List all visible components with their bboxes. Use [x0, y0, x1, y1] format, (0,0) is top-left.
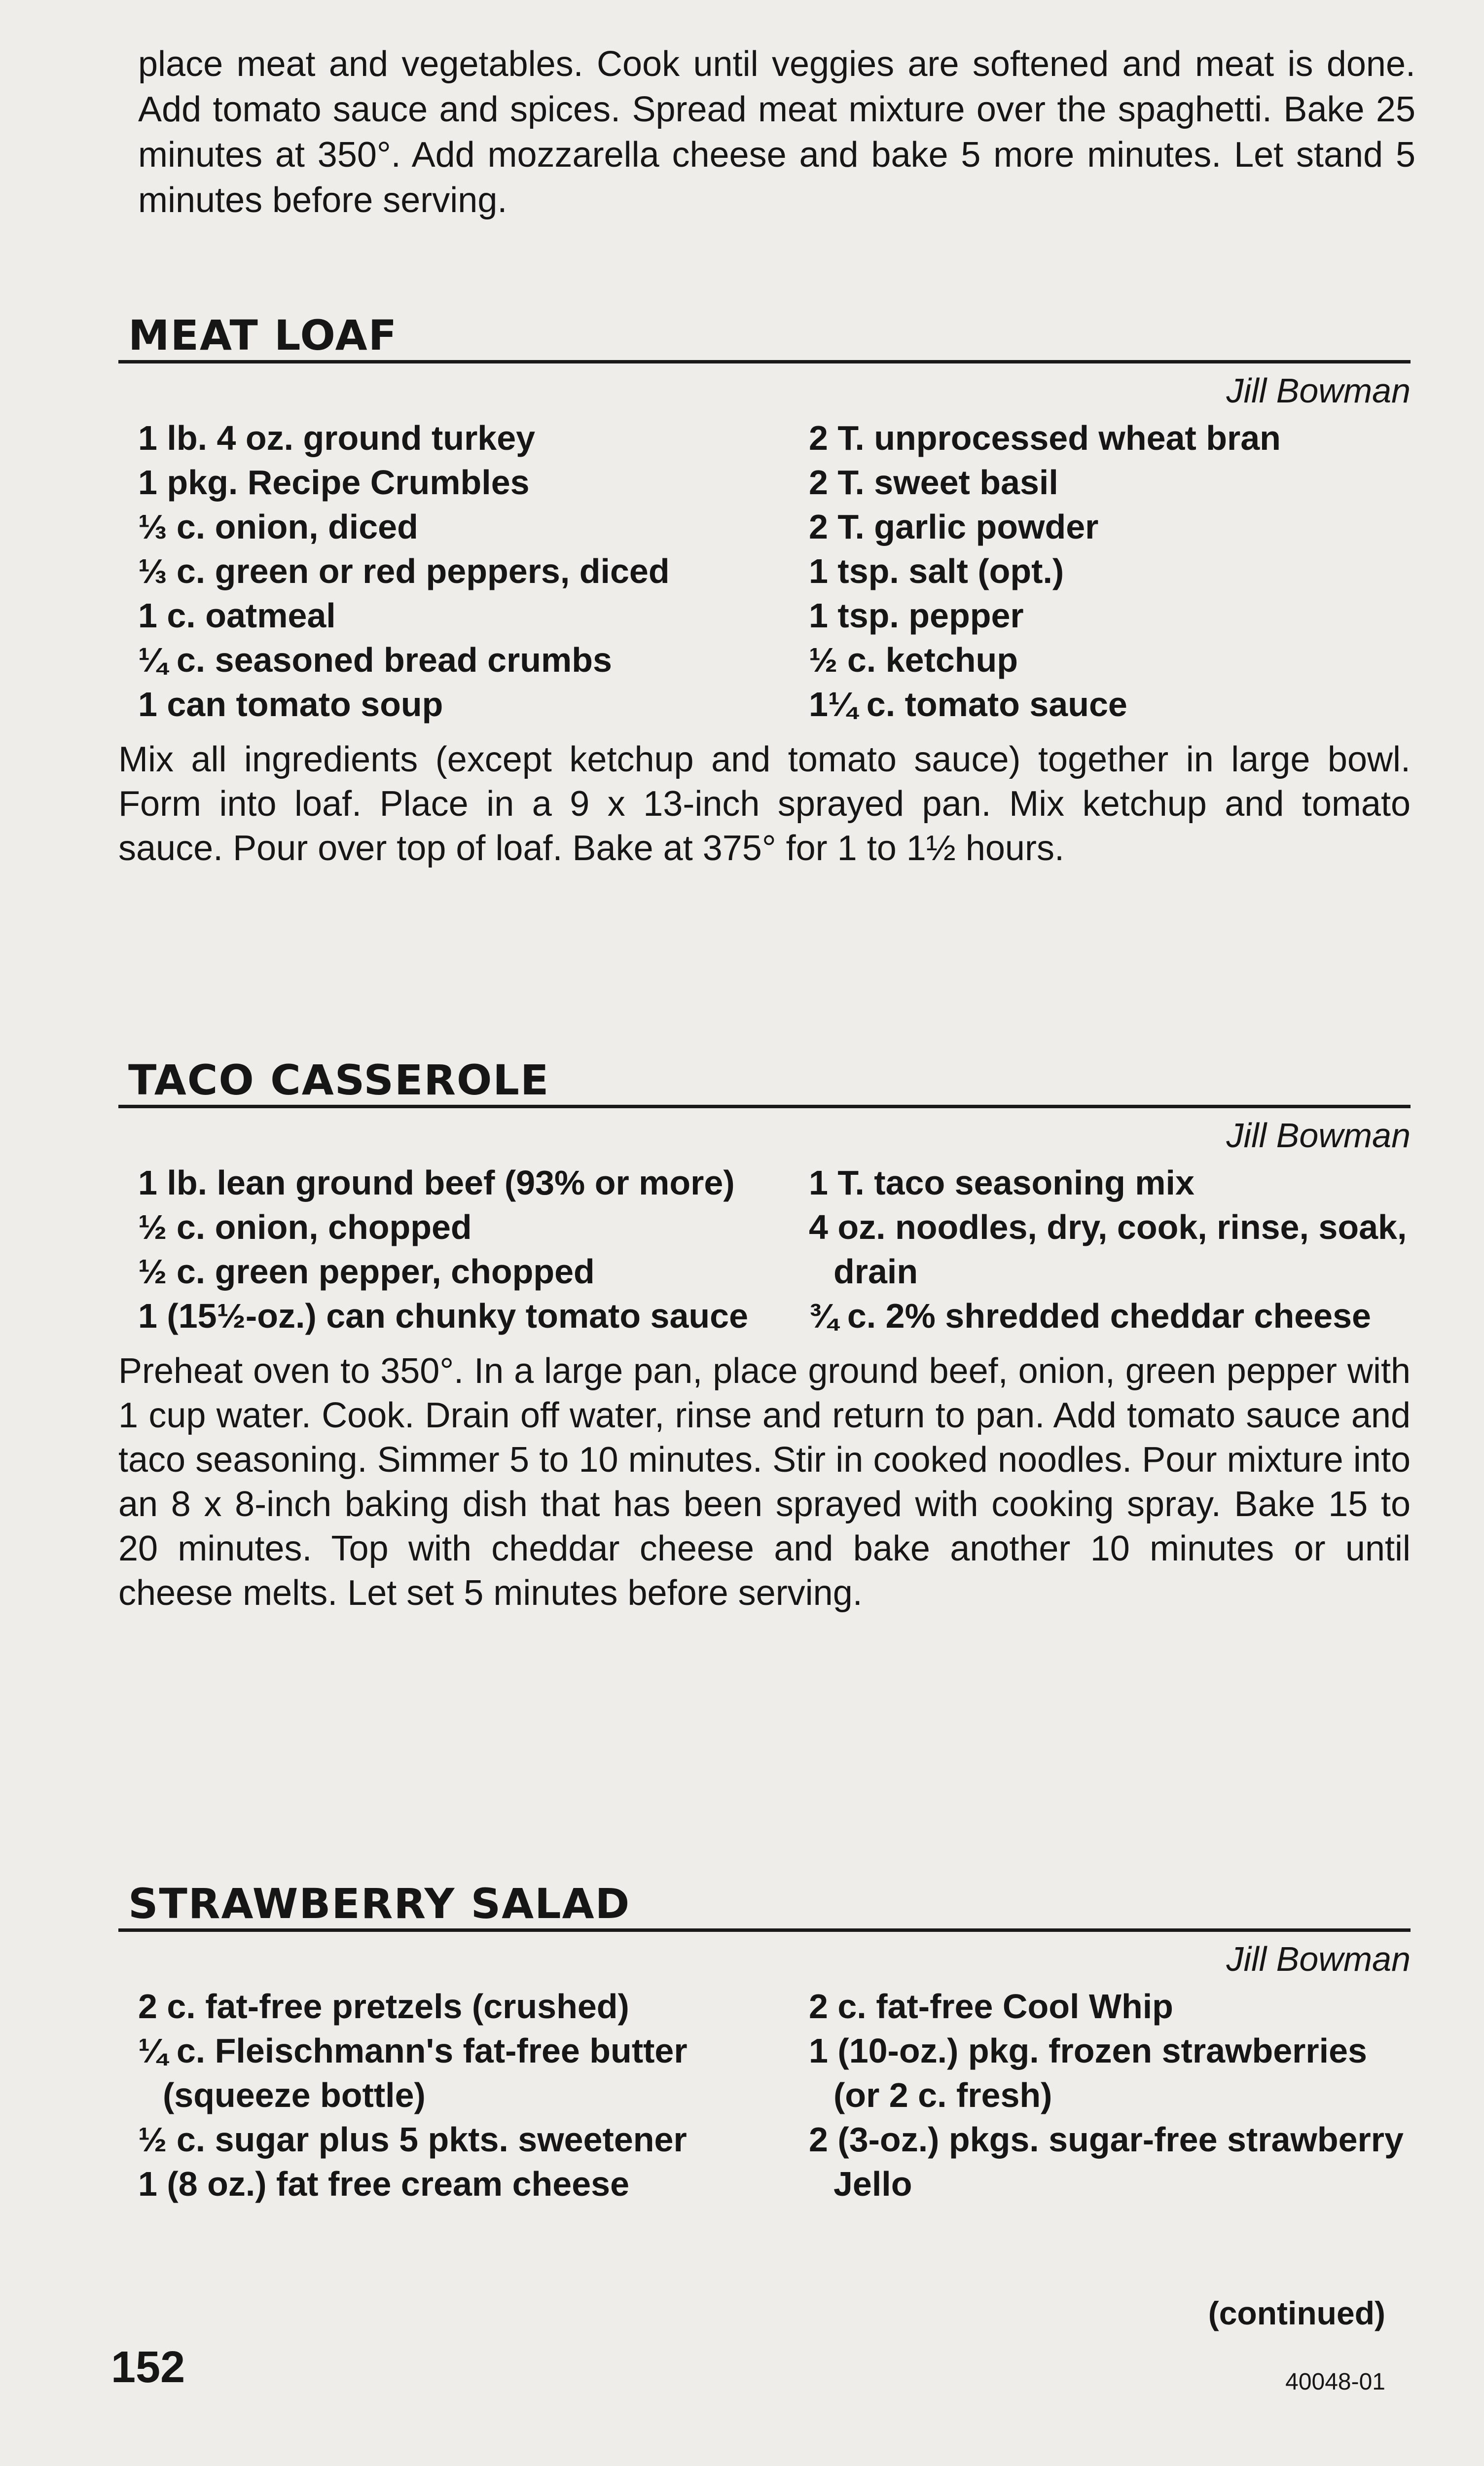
ingredient: 1 (15½-oz.) can chunky tomato sauce: [138, 1297, 749, 1335]
ingredient: ½ c. ketchup: [809, 641, 1018, 679]
ingredient: 1 c. oatmeal: [138, 596, 336, 635]
document-code: 40048-01: [1285, 2369, 1385, 2395]
continued-label: (continued): [1208, 2295, 1385, 2331]
ingredients: [118, 1984, 1411, 2206]
recipe-author: Jill Bowman: [1226, 1940, 1411, 1978]
ingredient: 4 oz. noodles, dry, cook, rinse, soak, drain: [809, 1208, 1407, 1291]
recipe-author: Jill Bowman: [1226, 371, 1411, 410]
ingredients-right-column: [809, 416, 1411, 726]
intro-paragraph: place meat and vegetables. Cook until veggies are softened and meat is done. Add tomato sauce and spices. Spread meat mixture over the spaghetti. Bake 25 minutes at 350°. Add mozzarella cheese and bake 5 more minutes. Let stand 5 minutes before serving.: [138, 44, 1415, 220]
ingredient: ½ c. onion, chopped: [138, 1208, 472, 1246]
ingredient: 1 tsp. pepper: [809, 596, 1024, 635]
ingredient: 2 T. garlic powder: [809, 508, 1099, 546]
recipe-strawberry-salad: [118, 1879, 1411, 2206]
ingredients-left-column: [118, 1160, 809, 1338]
ingredient: ⅓ c. green or red peppers, diced: [138, 552, 670, 590]
ingredient: 1 lb. lean ground beef (93% or more): [138, 1163, 735, 1202]
ingredient: 2 c. fat-free Cool Whip: [809, 1987, 1173, 2026]
ingredient: 2 T. unprocessed wheat bran: [809, 419, 1281, 457]
recipe-title: MEAT LOAF: [118, 311, 1411, 363]
ingredient: 1 (10-oz.) pkg. frozen strawberries (or 2 c. fresh): [809, 2031, 1367, 2114]
ingredient: 1 tsp. salt (opt.): [809, 552, 1064, 590]
recipe-title: TACO CASSEROLE: [118, 1055, 1411, 1108]
ingredient: ¾ c. 2% shredded cheddar cheese: [809, 1297, 1371, 1335]
ingredient: 1 lb. 4 oz. ground turkey: [138, 419, 536, 457]
ingredient: 1¼ c. tomato sauce: [809, 685, 1127, 724]
ingredients-right-column: [809, 1160, 1411, 1338]
ingredient: 1 (8 oz.) fat free cream cheese: [138, 2165, 630, 2203]
ingredients: [118, 1160, 1411, 1338]
ingredient: ½ c. green pepper, chopped: [138, 1252, 595, 1291]
ingredient: ¼ c. seasoned bread crumbs: [138, 641, 612, 679]
ingredient: ½ c. sugar plus 5 pkts. sweetener: [138, 2120, 687, 2159]
recipe-method: Preheat oven to 350°. In a large pan, place ground beef, onion, green pepper with 1 cup water. Cook. Drain off water, rinse and return to pan. Add tomato sauce and taco seasoning. Simmer 5 to 10 minutes. Stir in cooked noodles. Pour mixture into an 8 x 8-inch baking dish that has been sprayed with cooking spray. Bake 15 to 20 minutes. Top with cheddar cheese and bake another 10 minutes or until cheese melts. Let set 5 minutes before serving.: [118, 1351, 1411, 1613]
recipe-meat-loaf: [118, 311, 1411, 870]
ingredient: 2 (3-oz.) pkgs. sugar-free strawberry Jello: [809, 2120, 1404, 2203]
recipe-method: Mix all ingredients (except ketchup and tomato sauce) together in large bowl. Form into loaf. Place in a 9 x 13-inch sprayed pan. Mix ketchup and tomato sauce. Pour over top of loaf. Bake at 375° for 1 to 1½ hours.: [118, 740, 1411, 868]
recipe-title: STRAWBERRY SALAD: [118, 1879, 1411, 1932]
ingredient: 2 c. fat-free pretzels (crushed): [138, 1987, 629, 2026]
ingredient: 1 can tomato soup: [138, 685, 443, 724]
page-number: 152: [111, 2343, 185, 2392]
ingredients-left-column: [118, 1984, 809, 2206]
ingredients: [118, 416, 1411, 726]
recipe-taco-casserole: [118, 1055, 1411, 1615]
ingredient: 1 pkg. Recipe Crumbles: [138, 463, 530, 502]
ingredient: ¼ c. Fleischmann's fat-free butter (squeeze bottle): [138, 2031, 688, 2114]
recipe-author: Jill Bowman: [1226, 1116, 1411, 1155]
ingredients-right-column: [809, 1984, 1411, 2206]
ingredient: 1 T. taco seasoning mix: [809, 1163, 1194, 1202]
ingredient: ⅓ c. onion, diced: [138, 508, 418, 546]
ingredients-left-column: [118, 416, 809, 726]
ingredient: 2 T. sweet basil: [809, 463, 1058, 502]
